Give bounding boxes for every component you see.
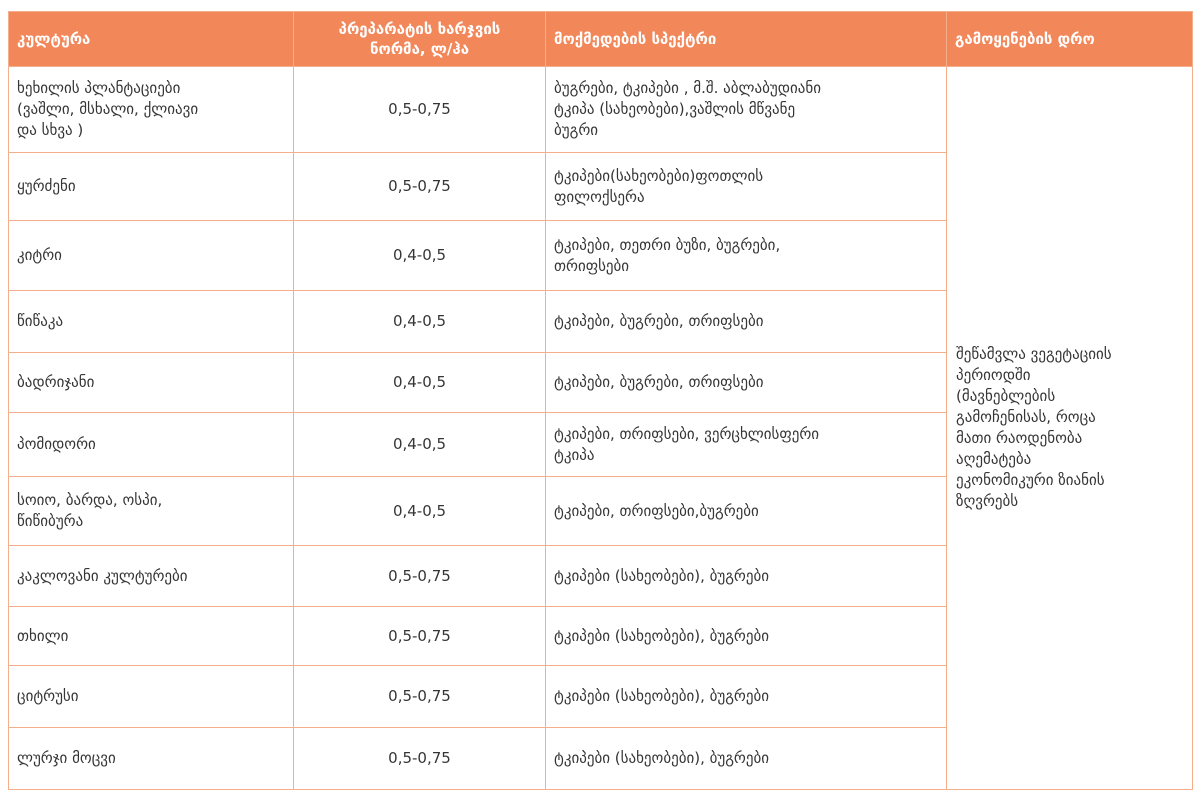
culture-cell: ხეხილის პლანტაციები (ვაშლი, მსხალი, ქლიავი და სხვა ) [9, 67, 294, 153]
culture-cell: ლურჯი მოცვი [9, 728, 294, 790]
application-time-cell: შეწამვლა ვეგეტაციის პერიოდში (მავნებლების გამოჩენისას, როცა მათი რაოდენობა აღემატება ეკონომიკური ზიანის ზღვრებს [947, 67, 1193, 790]
culture-cell: თხილი [9, 607, 294, 666]
culture-cell: წიწაკა [9, 291, 294, 353]
header-culture: კულტურა [9, 12, 294, 67]
rate-cell: 0,4-0,5 [294, 477, 546, 546]
culture-cell: ციტრუსი [9, 666, 294, 728]
spectrum-cell: ტკიპები (სახეობები), ბუგრები [546, 728, 947, 790]
header-application-time: გამოყენების დრო [947, 12, 1193, 67]
table-header [9, 12, 1193, 67]
table-row [9, 67, 1193, 153]
rate-cell: 0,5-0,75 [294, 546, 546, 607]
spectrum-cell: ტკიპები, თეთრი ბუზი, ბუგრები, თრიფსები [546, 221, 947, 291]
rate-cell: 0,4-0,5 [294, 221, 546, 291]
rate-cell: 0,4-0,5 [294, 291, 546, 353]
culture-cell: ყურძენი [9, 153, 294, 221]
spectrum-cell: ტკიპები (სახეობები), ბუგრები [546, 666, 947, 728]
culture-cell: სოიო, ბარდა, ოსპი, წიწიბურა [9, 477, 294, 546]
header-spectrum: მოქმედების სპექტრი [546, 12, 947, 67]
rate-cell: 0,5-0,75 [294, 153, 546, 221]
spectrum-cell: ბუგრები, ტკიპები , მ.შ. აბლაბუდიანი ტკიპა (სახეობები),ვაშლის მწვანე ბუგრი [546, 67, 947, 153]
spectrum-cell: ტკიპები, თრიფსები, ვერცხლისფერი ტკიპა [546, 413, 947, 477]
rate-cell: 0,4-0,5 [294, 413, 546, 477]
spectrum-cell: ტკიპები, თრიფსები,ბუგრები [546, 477, 947, 546]
rate-cell: 0,4-0,5 [294, 353, 546, 413]
culture-cell: ბადრიჯანი [9, 353, 294, 413]
rate-cell: 0,5-0,75 [294, 666, 546, 728]
spectrum-cell: ტკიპები (სახეობები), ბუგრები [546, 546, 947, 607]
culture-cell: პომიდორი [9, 413, 294, 477]
rate-cell: 0,5-0,75 [294, 607, 546, 666]
pesticide-table [8, 11, 1193, 790]
culture-cell: კაკლოვანი კულტურები [9, 546, 294, 607]
spectrum-cell: ტკიპები, ბუგრები, თრიფსები [546, 291, 947, 353]
culture-cell: კიტრი [9, 221, 294, 291]
table-body [9, 67, 1193, 790]
rate-cell: 0,5-0,75 [294, 728, 546, 790]
spectrum-cell: ტკიპები (სახეობები), ბუგრები [546, 607, 947, 666]
spectrum-cell: ტკიპები, ბუგრები, თრიფსები [546, 353, 947, 413]
header-rate: პრეპარატის ხარჯვის ნორმა, ლ/ჰა [294, 12, 546, 67]
header-row [9, 12, 1193, 67]
spectrum-cell: ტკიპები(სახეობები)ფოთლის ფილოქსერა [546, 153, 947, 221]
rate-cell: 0,5-0,75 [294, 67, 546, 153]
